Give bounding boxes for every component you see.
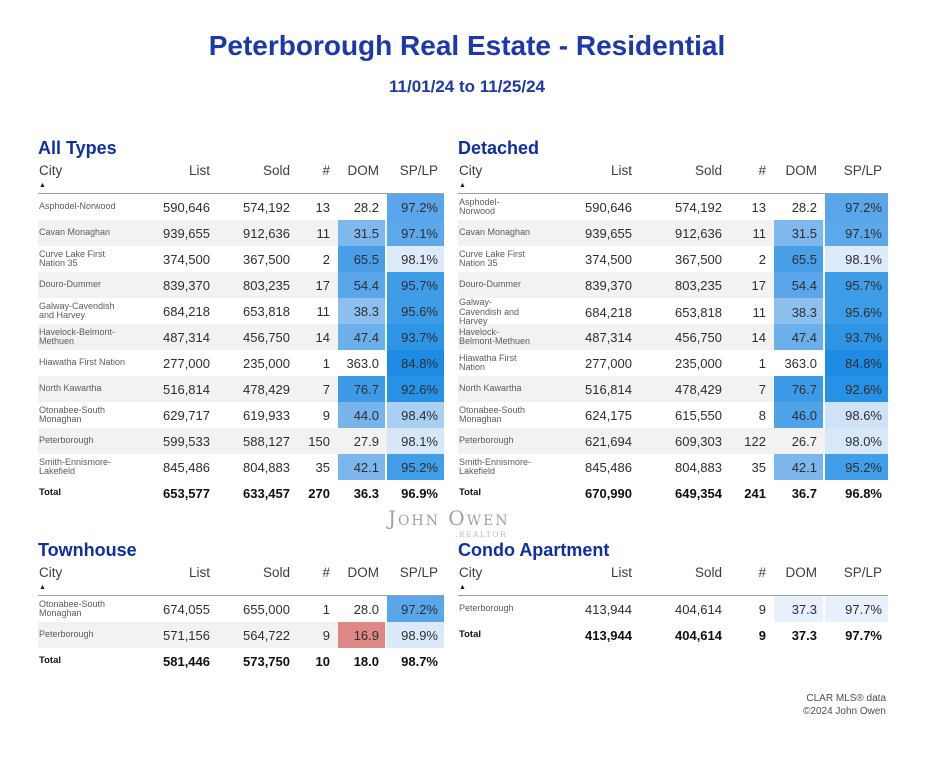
total-num: 270: [308, 485, 330, 501]
cell-sold: 804,883: [675, 459, 722, 475]
cell-num: 13: [751, 199, 766, 215]
total-list: 670,990: [585, 485, 632, 501]
column-header-label: List: [610, 565, 632, 580]
section-title-detached: Detached: [458, 138, 540, 158]
cell-dom: 363.0: [784, 355, 817, 371]
column-header-label: Sold: [694, 565, 722, 580]
cell-sold: 367,500: [675, 251, 722, 267]
table-row: [38, 622, 444, 648]
cell-num: 13: [315, 199, 330, 215]
total-num: 10: [315, 653, 330, 669]
table-row: [458, 194, 888, 220]
cell-num: 1: [322, 601, 330, 617]
column-header-sold[interactable]: [218, 564, 296, 595]
table-row: [38, 324, 444, 350]
cell-sold: 478,429: [675, 381, 722, 397]
column-header-sold[interactable]: [640, 564, 728, 595]
cell-city: Asphodel-Norwood: [39, 201, 116, 212]
cell-city: Curve Lake First Nation 35: [459, 248, 526, 268]
column-header-dom[interactable]: [338, 162, 385, 193]
cell-list: 684,218: [163, 303, 210, 319]
table-total-row: [458, 480, 888, 506]
column-header-list[interactable]: [134, 564, 216, 595]
cell-list: 487,314: [585, 329, 632, 345]
column-header-city[interactable]: [38, 162, 132, 193]
section-townhouse: [38, 540, 444, 674]
cell-list: 516,814: [585, 381, 632, 397]
column-header-splp[interactable]: [387, 564, 444, 595]
total-num: 241: [744, 485, 766, 501]
cell-splp: 92.6%: [825, 376, 888, 402]
cell-list: 374,500: [585, 251, 632, 267]
total-num: 9: [758, 627, 766, 643]
cell-dom: 76.7: [338, 376, 385, 402]
cell-city: Otonabee-South Monaghan: [39, 404, 106, 424]
cell-num: 150: [308, 433, 330, 449]
cell-dom: 363.0: [346, 355, 379, 371]
cell-city: Otonabee-South Monaghan: [459, 404, 526, 424]
column-header-label: DOM: [347, 163, 379, 178]
section-title-townhouse: Townhouse: [38, 540, 137, 560]
column-header-sold[interactable]: [218, 162, 296, 193]
cell-num: 2: [322, 251, 330, 267]
column-header-label: List: [610, 163, 632, 178]
cell-splp: 97.1%: [387, 220, 444, 246]
cell-num: 9: [322, 627, 330, 643]
cell-sold: 574,192: [243, 199, 290, 215]
column-header-label: SP/LP: [399, 163, 438, 178]
cell-sold: 653,818: [675, 304, 722, 320]
column-header-label: Sold: [262, 163, 290, 178]
table-row: [458, 402, 888, 428]
cell-splp: 84.8%: [387, 350, 444, 376]
column-header-label: SP/LP: [843, 565, 882, 580]
column-header-label: Sold: [694, 163, 722, 178]
attribution-copyright: ©2024 John Owen: [803, 706, 886, 717]
cell-city: Hiawatha First Nation: [459, 352, 517, 372]
column-header-sold[interactable]: [640, 162, 728, 193]
section-title-all-types: All Types: [38, 138, 117, 158]
cell-sold: 588,127: [243, 433, 290, 449]
cell-sold: 912,636: [675, 225, 722, 241]
column-header-dom[interactable]: [774, 162, 823, 193]
cell-num: 1: [758, 355, 766, 371]
column-header-dom[interactable]: [774, 564, 823, 595]
cell-splp: 95.7%: [825, 272, 888, 298]
cell-num: 122: [744, 433, 766, 449]
cell-dom: 26.7: [791, 433, 817, 449]
sort-ascending-icon: ▲: [39, 584, 46, 591]
table-row: [458, 376, 888, 402]
cell-city: Hiawatha First Nation: [39, 357, 126, 368]
cell-dom: 76.7: [774, 376, 823, 402]
total-splp: 96.8%: [845, 485, 882, 501]
cell-list: 277,000: [585, 355, 632, 371]
attribution-source: CLAR MLS® data: [806, 693, 886, 704]
cell-sold: 912,636: [243, 225, 290, 241]
cell-sold: 574,192: [675, 199, 722, 215]
sort-ascending-icon: ▲: [39, 182, 46, 189]
cell-dom: 54.4: [338, 272, 385, 298]
cell-dom: 54.4: [774, 272, 823, 298]
table-row: [38, 428, 444, 454]
cell-city: Havelock-Belmont-Methuen: [459, 326, 531, 346]
cell-list: 674,055: [163, 601, 210, 617]
column-header-num[interactable]: [298, 564, 336, 595]
column-header-list[interactable]: [540, 564, 638, 595]
column-header-label: #: [758, 565, 766, 580]
total-sold: 633,457: [243, 485, 290, 501]
sort-ascending-icon: ▲: [459, 182, 466, 189]
column-header-list[interactable]: [540, 162, 638, 193]
column-header-num[interactable]: [730, 564, 772, 595]
cell-num: 7: [322, 381, 330, 397]
cell-num: 14: [751, 329, 766, 345]
table-total-row: [38, 480, 444, 506]
cell-list: 621,694: [585, 433, 632, 449]
total-city: Total: [39, 487, 61, 499]
cell-list: 629,717: [163, 407, 210, 423]
cell-list: 599,533: [163, 433, 210, 449]
cell-sold: 609,303: [675, 433, 722, 449]
cell-splp: 95.7%: [387, 272, 444, 298]
cell-list: 845,486: [585, 459, 632, 475]
column-header-label: DOM: [785, 565, 817, 580]
cell-dom: 38.3: [338, 298, 385, 324]
table-row: [458, 272, 888, 298]
column-header-num[interactable]: [298, 162, 336, 193]
column-header-label: City: [459, 163, 483, 178]
table-header-row: [38, 162, 444, 194]
cell-splp: 95.2%: [387, 454, 444, 480]
cell-sold: 803,235: [675, 277, 722, 293]
cell-list: 939,655: [585, 225, 632, 241]
cell-splp: 98.1%: [387, 246, 444, 272]
total-dom: 18.0: [353, 653, 379, 669]
cell-num: 9: [322, 407, 330, 423]
cell-city: Peterborough: [39, 629, 94, 640]
total-dom: 36.7: [791, 485, 817, 501]
cell-city: Douro-Dummer: [39, 279, 102, 290]
table-header-row: [458, 162, 888, 194]
cell-num: 7: [758, 381, 766, 397]
column-header-splp[interactable]: [825, 564, 888, 595]
cell-dom: 44.0: [338, 402, 385, 428]
cell-splp: 98.1%: [825, 246, 888, 272]
total-dom: 37.3: [791, 627, 817, 643]
column-header-dom[interactable]: [338, 564, 385, 595]
cell-sold: 235,000: [243, 355, 290, 371]
table-row: [38, 596, 444, 622]
sort-ascending-icon: ▲: [459, 584, 466, 591]
cell-list: 845,486: [163, 459, 210, 475]
table-row: [38, 220, 444, 246]
cell-dom: 27.9: [353, 433, 379, 449]
table-row: [458, 454, 888, 480]
total-city: Total: [459, 487, 481, 499]
total-dom: 36.3: [353, 485, 379, 501]
cell-list: 590,646: [163, 199, 210, 215]
cell-dom: 28.2: [353, 199, 379, 215]
cell-sold: 803,235: [243, 277, 290, 293]
cell-city: Cavan Monaghan: [459, 227, 531, 238]
total-list: 653,577: [163, 485, 210, 501]
column-header-splp[interactable]: [387, 162, 444, 193]
column-header-label: DOM: [785, 163, 817, 178]
column-header-label: SP/LP: [843, 163, 882, 178]
cell-splp: 98.6%: [825, 402, 888, 428]
table-row: [458, 246, 888, 272]
data-attribution: [803, 692, 886, 718]
cell-num: 1: [322, 355, 330, 371]
column-header-list[interactable]: [134, 162, 216, 193]
table-detached: [458, 162, 888, 506]
cell-dom: 47.4: [774, 324, 823, 350]
column-header-label: #: [322, 163, 330, 178]
cell-num: 11: [752, 225, 766, 241]
cell-splp: 93.7%: [825, 324, 888, 350]
cell-dom: 38.3: [774, 298, 823, 327]
total-list: 581,446: [163, 653, 210, 669]
cell-splp: 97.1%: [825, 220, 888, 246]
cell-num: 11: [316, 303, 330, 319]
table-header-row: [458, 564, 888, 596]
cell-num: 11: [316, 225, 330, 241]
cell-city: Havelock-Belmont-Methuen: [39, 326, 116, 346]
table-total-row: [38, 648, 444, 674]
cell-sold: 619,933: [243, 407, 290, 423]
total-sold: 649,354: [675, 485, 722, 501]
total-city: Total: [459, 629, 481, 641]
cell-sold: 456,750: [243, 329, 290, 345]
column-header-label: City: [39, 163, 63, 178]
cell-dom: 31.5: [774, 220, 823, 246]
table-all-types: [38, 162, 444, 506]
cell-num: 35: [751, 459, 766, 475]
total-splp: 97.7%: [845, 627, 882, 643]
table-row: [458, 220, 888, 246]
cell-list: 374,500: [163, 251, 210, 267]
table-row: [38, 350, 444, 376]
table-total-row: [458, 622, 888, 648]
cell-list: 413,944: [585, 601, 632, 617]
table-row: [458, 428, 888, 454]
cell-splp: 84.8%: [825, 350, 888, 376]
total-splp: 98.7%: [401, 653, 438, 669]
cell-dom: 28.0: [353, 601, 379, 617]
table-row: [38, 376, 444, 402]
section-condo-apartment: [458, 540, 888, 648]
cell-dom: 65.5: [338, 246, 385, 272]
cell-list: 624,175: [585, 407, 632, 423]
cell-city: Galway-Cavendish and Harvey: [39, 300, 115, 320]
column-header-label: DOM: [347, 565, 379, 580]
cell-city: North Kawartha: [39, 383, 102, 394]
cell-sold: 615,550: [675, 407, 722, 423]
column-header-label: #: [322, 565, 330, 580]
cell-list: 839,370: [163, 277, 210, 293]
cell-list: 684,218: [585, 304, 632, 320]
column-header-city[interactable]: [38, 564, 132, 595]
cell-city: Douro-Dummer: [459, 279, 522, 290]
cell-splp: 98.1%: [387, 428, 444, 454]
cell-num: 17: [751, 277, 766, 293]
cell-city: Otonabee-South Monaghan: [39, 598, 106, 618]
cell-city: Cavan Monaghan: [39, 227, 111, 238]
total-sold: 573,750: [243, 653, 290, 669]
cell-dom: 16.9: [338, 622, 385, 648]
column-header-label: City: [39, 565, 63, 580]
table-townhouse: [38, 564, 444, 674]
cell-dom: 37.3: [774, 596, 823, 622]
table-row: [38, 298, 444, 324]
cell-list: 516,814: [163, 381, 210, 397]
total-city: Total: [39, 655, 61, 667]
table-row: [458, 596, 888, 622]
column-header-label: #: [758, 163, 766, 178]
cell-dom: 47.4: [338, 324, 385, 350]
column-header-city[interactable]: [458, 162, 538, 193]
cell-city: Peterborough: [39, 435, 94, 446]
total-splp: 96.9%: [401, 485, 438, 501]
cell-sold: 456,750: [675, 329, 722, 345]
column-header-city[interactable]: [458, 564, 538, 595]
cell-dom: 28.2: [791, 199, 817, 215]
cell-city: Galway-Cavendish and Harvey: [459, 297, 520, 326]
total-sold: 404,614: [675, 627, 722, 643]
table-condo-apartment: [458, 564, 888, 648]
cell-list: 939,655: [163, 225, 210, 241]
cell-city: Peterborough: [459, 435, 514, 446]
section-title-condo-apartment: Condo Apartment: [458, 540, 610, 560]
cell-sold: 367,500: [243, 251, 290, 267]
cell-splp: 98.9%: [387, 622, 444, 648]
cell-num: 14: [315, 329, 330, 345]
cell-splp: 95.2%: [825, 454, 888, 480]
cell-dom: 31.5: [338, 220, 385, 246]
cell-city: Curve Lake First Nation 35: [39, 248, 106, 268]
table-row: [458, 298, 888, 324]
cell-dom: 65.5: [774, 246, 823, 272]
section-all-types: [38, 138, 444, 506]
cell-sold: 653,818: [243, 303, 290, 319]
cell-dom: 42.1: [774, 454, 823, 480]
table-row: [38, 272, 444, 298]
section-detached: [458, 138, 888, 506]
cell-splp: 95.6%: [825, 298, 888, 327]
column-header-label: List: [188, 565, 210, 580]
cell-sold: 564,722: [243, 627, 290, 643]
cell-dom: 42.1: [338, 454, 385, 480]
table-header-row: [38, 564, 444, 596]
cell-sold: 404,614: [675, 601, 722, 617]
cell-splp: 98.4%: [387, 402, 444, 428]
cell-list: 487,314: [163, 329, 210, 345]
cell-dom: 46.0: [774, 402, 823, 428]
cell-list: 571,156: [163, 627, 210, 643]
cell-num: 9: [758, 601, 766, 617]
column-header-splp[interactable]: [825, 162, 888, 193]
column-header-label: Sold: [262, 565, 290, 580]
column-header-label: City: [459, 565, 483, 580]
cell-list: 839,370: [585, 277, 632, 293]
watermark-john-owen: John Owen: [388, 506, 510, 530]
table-row: [458, 324, 888, 350]
column-header-num[interactable]: [730, 162, 772, 193]
cell-num: 17: [315, 277, 330, 293]
column-header-label: SP/LP: [399, 565, 438, 580]
report-date-range: 11/01/24 to 11/25/24: [389, 77, 545, 96]
report-title: Peterborough Real Estate - Residential: [208, 30, 726, 61]
cell-city: Peterborough: [459, 603, 514, 614]
cell-sold: 478,429: [243, 381, 290, 397]
table-row: [38, 246, 444, 272]
cell-city: North Kawartha: [459, 383, 522, 394]
cell-sold: 235,000: [675, 355, 722, 371]
cell-city: Smith-Ennismore-Lakefield: [39, 456, 112, 476]
column-header-label: List: [188, 163, 210, 178]
cell-list: 590,646: [585, 199, 632, 215]
table-row: [38, 194, 444, 220]
cell-num: 11: [752, 304, 766, 320]
cell-sold: 804,883: [243, 459, 290, 475]
cell-num: 8: [758, 407, 766, 423]
table-row: [38, 454, 444, 480]
cell-splp: 97.2%: [387, 596, 444, 622]
table-row: [38, 402, 444, 428]
cell-city: Asphodel-Norwood: [459, 196, 500, 216]
cell-list: 277,000: [163, 355, 210, 371]
table-row: [458, 350, 888, 376]
cell-splp: 97.2%: [387, 194, 444, 220]
watermark-realtor: .REALTOR: [455, 530, 508, 539]
cell-splp: 97.7%: [825, 596, 888, 622]
cell-splp: 98.0%: [825, 428, 888, 454]
cell-sold: 655,000: [243, 601, 290, 617]
cell-splp: 95.6%: [387, 298, 444, 324]
cell-splp: 92.6%: [387, 376, 444, 402]
cell-splp: 97.2%: [825, 194, 888, 220]
cell-splp: 93.7%: [387, 324, 444, 350]
cell-num: 2: [758, 251, 766, 267]
cell-city: Smith-Ennismore-Lakefield: [459, 456, 532, 476]
total-list: 413,944: [585, 627, 632, 643]
cell-num: 35: [315, 459, 330, 475]
